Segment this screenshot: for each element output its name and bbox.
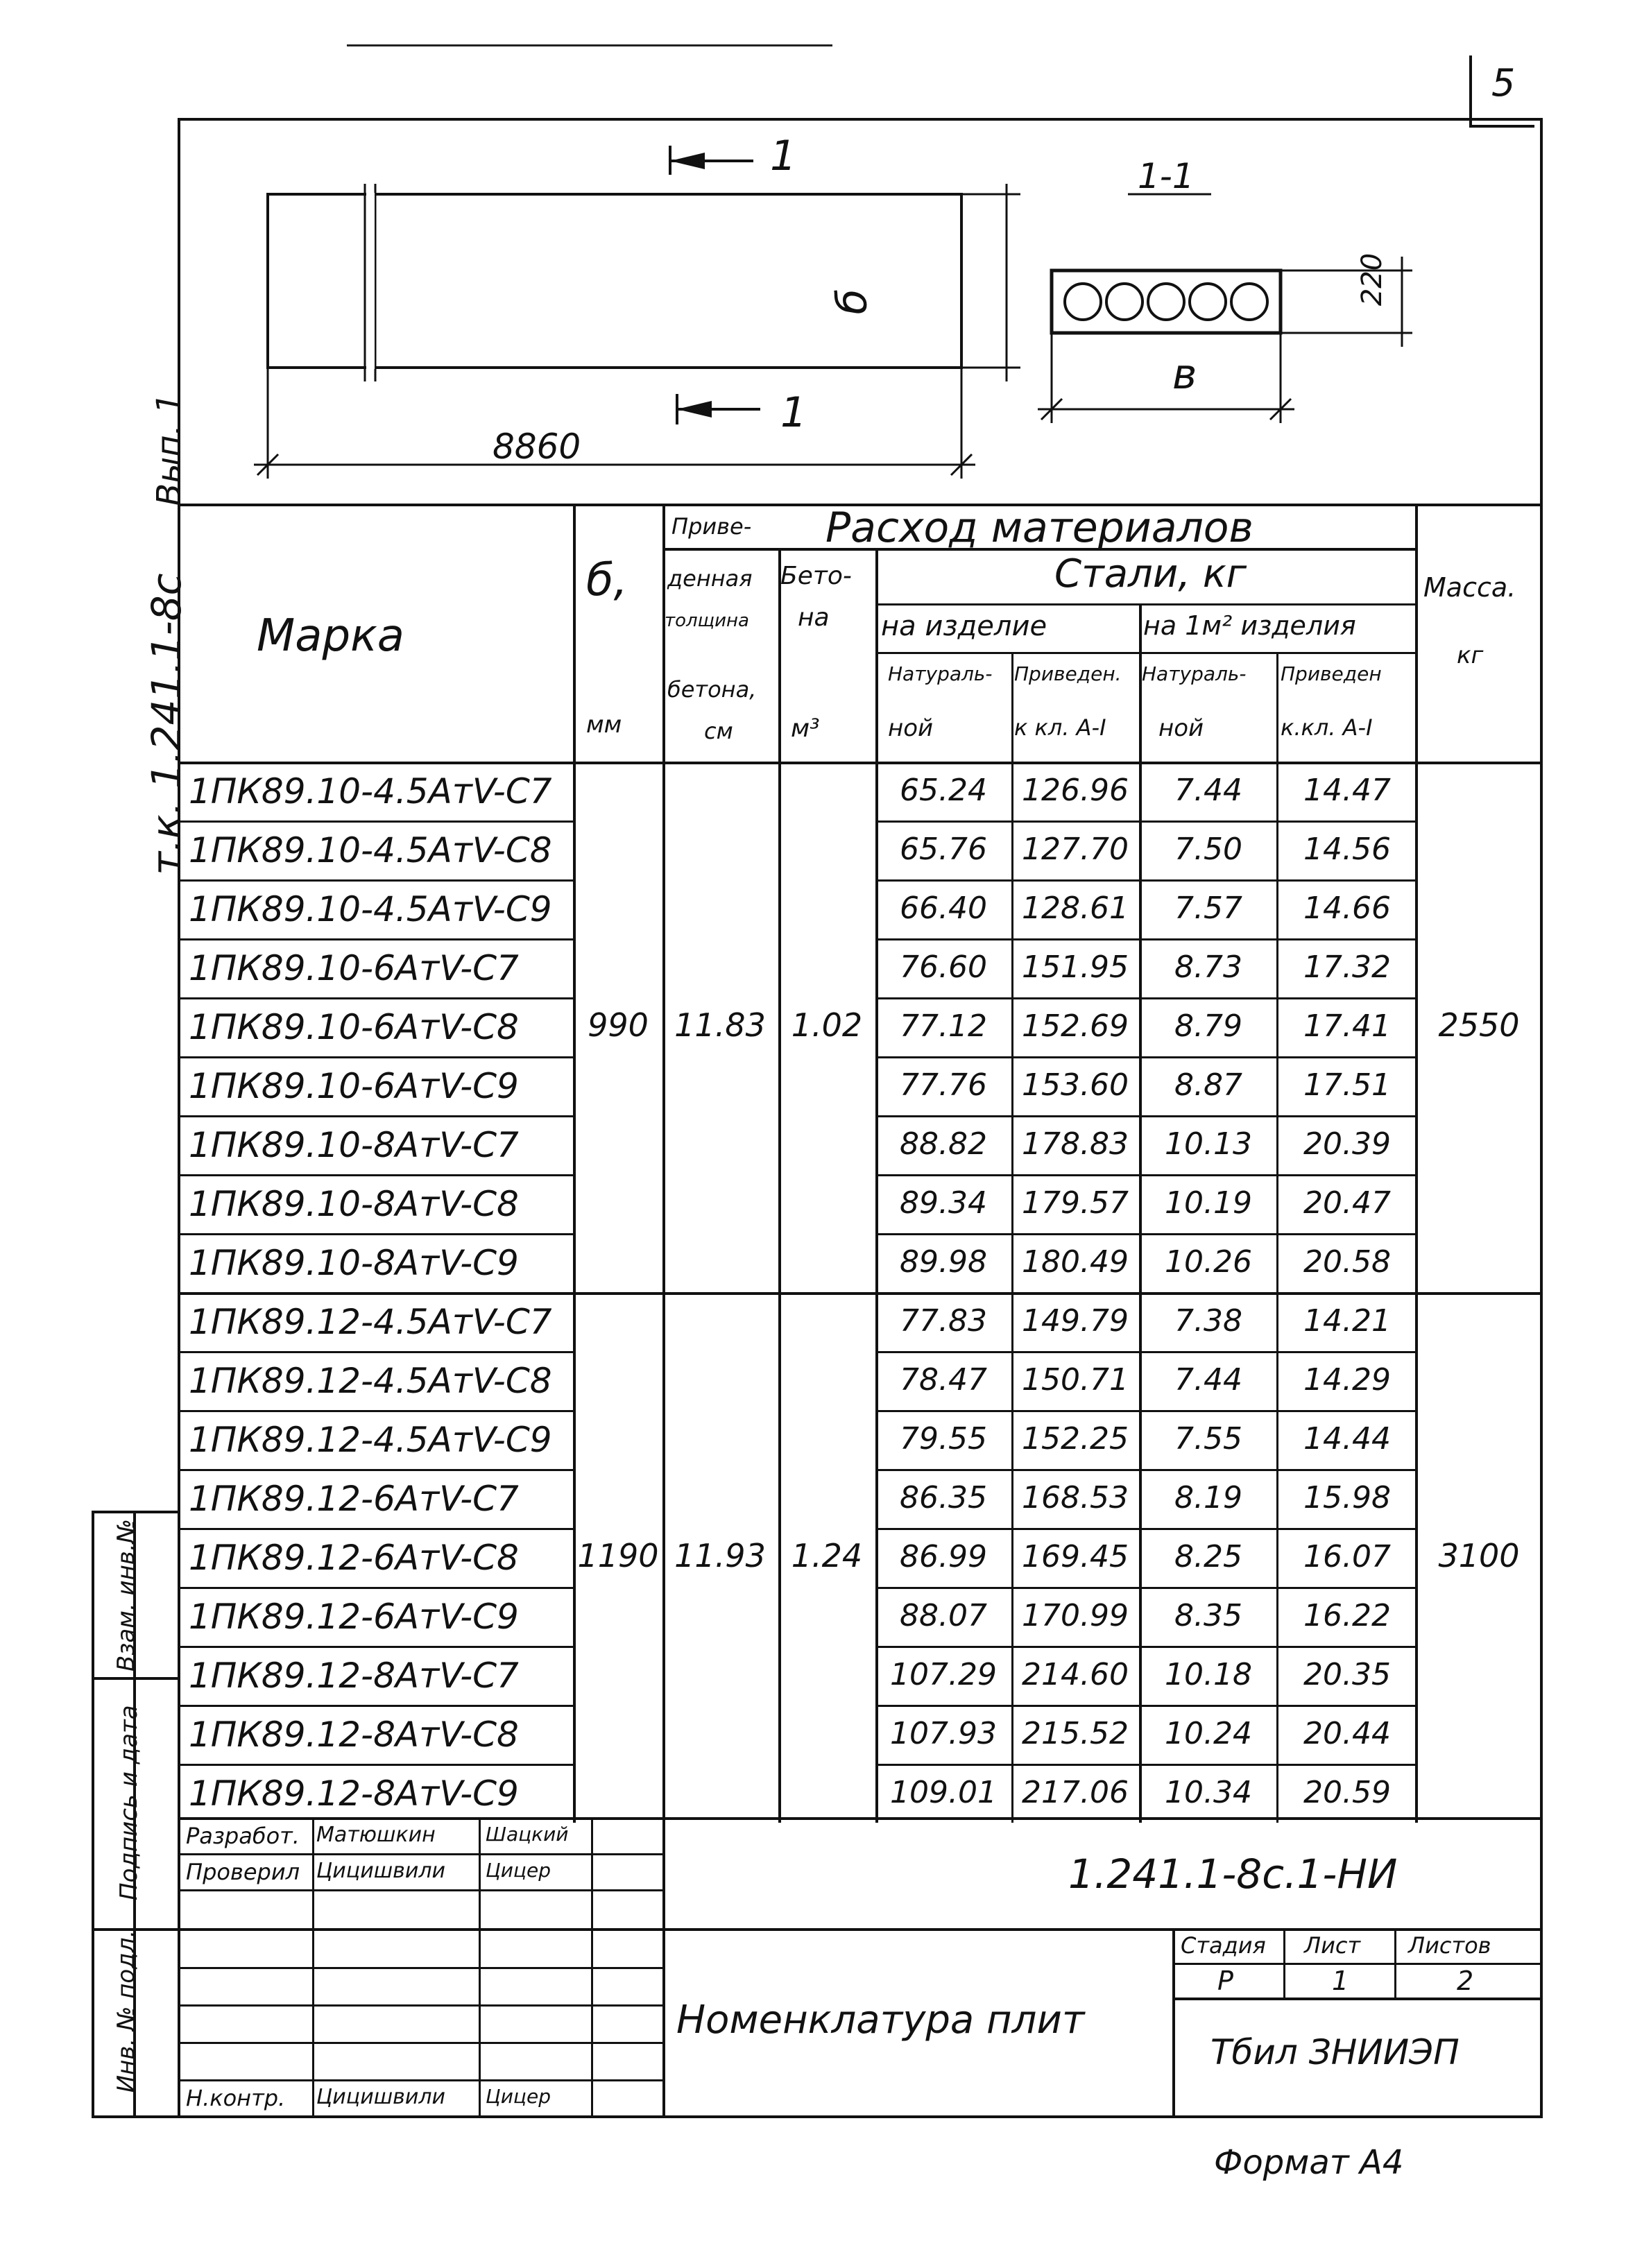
table-cell-natural-item: 79.55 [900, 1421, 987, 1457]
proveril-signature: Цицер [486, 1859, 551, 1882]
razrabotal-signature: Шацкий [486, 1823, 569, 1846]
table-row-marka: 1ПК89.10-8АтV-С9 [189, 1243, 519, 1283]
header-concrete-3: м³ [791, 714, 820, 743]
table-cell-prived-m2: 14.56 [1303, 832, 1391, 867]
table-cell-prived-m2: 20.35 [1303, 1657, 1391, 1692]
row-line-steel [875, 1705, 1415, 1707]
table-cell-prived-item: 128.61 [1022, 891, 1129, 926]
organization: Тбил ЗНИИЭП [1210, 2032, 1460, 2072]
group-b-value: 990 [588, 1006, 649, 1044]
row-line-steel [875, 938, 1415, 940]
table-row-marka: 1ПК89.10-6АтV-С7 [189, 948, 519, 988]
header-natural-1: Натураль- [888, 662, 993, 685]
table-cell-prived-item: 149.79 [1022, 1303, 1129, 1339]
table-row-marka: 1ПК89.12-4.5АтV-С8 [189, 1361, 552, 1401]
table-cell-natural-m2: 7.44 [1174, 1362, 1242, 1398]
table-cell-natural-item: 77.76 [900, 1067, 987, 1103]
row-line-steel [875, 1351, 1415, 1353]
table-cell-natural-item: 86.35 [900, 1480, 987, 1515]
table-cell-prived-item: 215.52 [1022, 1716, 1129, 1751]
razrabotal-label: Разработ. [186, 1823, 300, 1849]
row-line-marka [178, 997, 573, 999]
header-concrete-2: на [798, 603, 830, 632]
row-line-steel [875, 1174, 1415, 1176]
table-cell-prived-m2: 20.58 [1303, 1244, 1391, 1280]
nkontr-label: Н.контр. [186, 2085, 286, 2111]
row-line-steel [875, 1528, 1415, 1530]
tb-hline-left-3 [178, 1928, 663, 1931]
width-bottom-label: в [1172, 350, 1197, 399]
group-divider [178, 1292, 1543, 1295]
row-line-steel [875, 1410, 1415, 1412]
tb-stage-v2 [1283, 1928, 1285, 1998]
document-code: 1.241.1-8с.1-НИ [1068, 1850, 1398, 1898]
row-line-marka [178, 1469, 573, 1471]
table-cell-natural-m2: 7.44 [1174, 773, 1242, 808]
table-row-marka: 1ПК89.12-6АтV-С9 [189, 1597, 519, 1637]
sheet-number: 5 [1491, 61, 1516, 105]
row-line-marka [178, 1233, 573, 1235]
table-row-marka: 1ПК89.10-4.5АтV-С8 [189, 830, 552, 870]
row-line-marka [178, 1528, 573, 1530]
table-cell-natural-m2: 10.13 [1165, 1126, 1252, 1162]
table-cell-natural-item: 77.12 [900, 1008, 987, 1044]
table-cell-natural-m2: 10.24 [1165, 1716, 1252, 1751]
table-cell-prived-m2: 17.32 [1303, 950, 1391, 985]
table-cell-natural-m2: 7.55 [1174, 1421, 1242, 1457]
row-line-marka [178, 1351, 573, 1353]
tb-hline-left-2 [178, 1889, 663, 1891]
table-cell-prived-item: 180.49 [1022, 1244, 1129, 1280]
table-row-marka: 1ПК89.12-4.5АтV-С9 [189, 1420, 552, 1460]
group-thickness-value: 11.93 [674, 1536, 766, 1574]
table-cell-natural-m2: 7.57 [1174, 891, 1242, 926]
side-code-vyp: Вып. 1 [150, 393, 189, 506]
group-concrete-value: 1.02 [791, 1006, 863, 1044]
section-mark-top: 1 [770, 132, 797, 180]
table-cell-prived-m2: 14.21 [1303, 1303, 1391, 1339]
table-row-marka: 1ПК89.12-6АтV-С7 [189, 1479, 519, 1519]
side-code-text: т.к. 1.241.1-8с [143, 573, 190, 875]
header-thickness-3: толщина [665, 610, 749, 631]
tb-stage-v3 [1394, 1928, 1396, 1998]
table-row-marka: 1ПК89.12-8АтV-С7 [189, 1656, 519, 1696]
table-cell-natural-item: 86.99 [900, 1539, 987, 1574]
table-cell-prived-m2: 14.29 [1303, 1362, 1391, 1398]
header-natural-3: Натураль- [1142, 662, 1247, 685]
table-cell-prived-item: 150.71 [1022, 1362, 1129, 1398]
group-concrete-value: 1.24 [791, 1536, 863, 1574]
table-cell-prived-m2: 20.47 [1303, 1185, 1391, 1221]
table-cell-prived-item: 214.60 [1022, 1657, 1129, 1692]
length-dimension: 8860 [493, 427, 581, 467]
left-strip-inv: Инв. № подл. [112, 1930, 140, 2093]
header-prived-3: Приведен [1281, 662, 1382, 685]
group-mass-value: 2550 [1438, 1006, 1520, 1044]
header-thickness-2: денная [667, 565, 753, 592]
row-line-steel [875, 1646, 1415, 1648]
table-cell-natural-item: 66.40 [900, 891, 987, 926]
table-cell-natural-item: 89.34 [900, 1185, 987, 1221]
table-cell-prived-item: 169.45 [1022, 1539, 1129, 1574]
document-title: Номенклатура плит [676, 1998, 1085, 2043]
height-dimension: 220 [1356, 252, 1389, 307]
row-line-steel [875, 1056, 1415, 1058]
table-cell-natural-item: 78.47 [900, 1362, 987, 1398]
row-line-steel [875, 1233, 1415, 1235]
table-cell-natural-item: 109.01 [890, 1775, 997, 1810]
left-strip-vzam: Взам. инв.№ [112, 1518, 140, 1672]
table-row-marka: 1ПК89.10-6АтV-С9 [189, 1066, 519, 1106]
tb-hline-code [662, 1928, 1543, 1931]
group-mass-value: 3100 [1438, 1536, 1520, 1574]
table-cell-prived-m2: 14.66 [1303, 891, 1391, 926]
table-row-marka: 1ПК89.12-6АтV-С8 [189, 1538, 519, 1578]
header-prived-1: Приведен. [1014, 662, 1122, 685]
width-label: б [828, 289, 877, 315]
header-natural-4: ной [1158, 714, 1204, 742]
col-line-thickness [662, 504, 665, 1823]
proveril-label: Проверил [186, 1859, 300, 1885]
format-label: Формат А4 [1214, 2143, 1404, 2182]
row-line-marka [178, 1705, 573, 1707]
table-cell-natural-item: 65.24 [900, 773, 987, 808]
table-cell-prived-m2: 14.44 [1303, 1421, 1391, 1457]
razrabotal-name: Матюшкин [316, 1823, 436, 1847]
table-row-marka: 1ПК89.10-8АтV-С7 [189, 1125, 519, 1165]
table-cell-prived-m2: 15.98 [1303, 1480, 1391, 1515]
table-cell-natural-m2: 7.38 [1174, 1303, 1242, 1339]
row-line-marka [178, 1056, 573, 1058]
header-line-stali [875, 603, 1415, 605]
table-cell-prived-item: 151.95 [1022, 950, 1129, 985]
header-marka: Марка [257, 610, 404, 662]
list-value: 1 [1332, 1966, 1349, 1996]
table-cell-natural-m2: 10.34 [1165, 1775, 1252, 1810]
table-cell-natural-item: 107.93 [890, 1716, 997, 1751]
row-line-steel [875, 879, 1415, 882]
table-row-marka: 1ПК89.10-4.5АтV-С7 [189, 771, 552, 811]
table-cell-prived-item: 153.60 [1022, 1067, 1129, 1103]
row-line-marka [178, 1646, 573, 1648]
header-b-unit: мм [586, 711, 622, 739]
table-row-marka: 1ПК89.10-6АтV-С8 [189, 1007, 519, 1047]
header-steel: Стали, кг [1054, 551, 1247, 596]
table-cell-natural-item: 65.76 [900, 832, 987, 867]
header-thickness-5: см [704, 718, 733, 744]
list-label: Лист [1304, 1932, 1361, 1959]
table-cell-prived-item: 217.06 [1022, 1775, 1129, 1810]
row-line-marka [178, 1764, 573, 1766]
header-prived-4: к.кл. А-I [1281, 714, 1373, 741]
row-line-marka [178, 1587, 573, 1589]
group-b-value: 1190 [577, 1536, 659, 1574]
table-cell-natural-m2: 10.18 [1165, 1657, 1252, 1692]
table-row-marka: 1ПК89.12-8АтV-С8 [189, 1715, 519, 1755]
table-cell-prived-m2: 17.41 [1303, 1008, 1391, 1044]
tb-hline-left-5 [178, 2004, 663, 2007]
table-cell-natural-m2: 8.87 [1174, 1067, 1242, 1103]
row-line-marka [178, 1174, 573, 1176]
header-per-m2: на 1м² изделия [1143, 610, 1356, 641]
section-mark-bottom: 1 [780, 388, 807, 437]
table-cell-prived-item: 178.83 [1022, 1126, 1129, 1162]
table-cell-prived-m2: 14.47 [1303, 773, 1391, 808]
header-per-item: на изделие [881, 610, 1047, 642]
table-cell-prived-item: 126.96 [1022, 773, 1129, 808]
table-cell-prived-m2: 20.39 [1303, 1126, 1391, 1162]
row-line-marka [178, 821, 573, 823]
header-line-izdelie [875, 652, 1415, 654]
row-line-marka [178, 1115, 573, 1117]
stadiya-label: Стадия [1181, 1932, 1266, 1959]
tb-hline-left-4 [178, 1967, 663, 1969]
header-mass-2: кг [1457, 642, 1484, 669]
table-cell-natural-item: 88.07 [900, 1598, 987, 1633]
table-cell-natural-m2: 10.26 [1165, 1244, 1252, 1280]
col-line-mass [1415, 504, 1418, 1823]
table-cell-natural-m2: 8.79 [1174, 1008, 1242, 1044]
table-cell-natural-m2: 8.25 [1174, 1539, 1242, 1574]
header-raskhod: Расход материалов [825, 504, 1253, 552]
table-cell-natural-item: 76.60 [900, 950, 987, 985]
listov-label: Листов [1408, 1932, 1491, 1959]
table-row-marka: 1ПК89.10-8АтV-С8 [189, 1184, 519, 1224]
table-cell-natural-item: 107.29 [890, 1657, 997, 1692]
tb-hline-left-6 [178, 2042, 663, 2044]
table-cell-prived-m2: 20.44 [1303, 1716, 1391, 1751]
listov-value: 2 [1457, 1966, 1474, 1996]
tb-stage-h1 [1172, 1963, 1543, 1965]
tb-stage-vline [1172, 1928, 1175, 2118]
header-thickness-1: Приве- [671, 513, 752, 540]
col-line-concrete [778, 548, 781, 1823]
header-natural-2: ной [888, 714, 934, 742]
table-cell-natural-m2: 7.50 [1174, 832, 1242, 867]
table-cell-prived-item: 152.69 [1022, 1008, 1129, 1044]
group-thickness-value: 11.83 [674, 1006, 766, 1044]
header-concrete-1: Бето- [780, 562, 852, 590]
table-cell-prived-item: 127.70 [1022, 832, 1129, 867]
header-b: б, [586, 555, 628, 606]
section-title: 1-1 [1138, 156, 1195, 196]
table-row-marka: 1ПК89.10-4.5АтV-С9 [189, 889, 552, 929]
header-prived-2: к кл. А-I [1014, 714, 1106, 741]
row-line-marka [178, 938, 573, 940]
table-cell-prived-item: 168.53 [1022, 1480, 1129, 1515]
nkontr-signature: Цицер [486, 2085, 551, 2108]
table-cell-natural-m2: 8.35 [1174, 1598, 1242, 1633]
row-line-steel [875, 821, 1415, 823]
stadiya-value: Р [1217, 1966, 1233, 1996]
table-cell-prived-item: 152.25 [1022, 1421, 1129, 1457]
tb-hline-left-1 [178, 1853, 663, 1855]
header-mass-1: Масса. [1423, 572, 1516, 603]
row-line-steel [875, 997, 1415, 999]
nkontr-name: Цицишвили [316, 2085, 446, 2109]
table-cell-prived-m2: 20.59 [1303, 1775, 1391, 1810]
table-row-marka: 1ПК89.12-4.5АтV-С7 [189, 1302, 552, 1342]
col-line-b [573, 504, 576, 1823]
row-line-steel [875, 1115, 1415, 1117]
tb-hline-left-7 [178, 2079, 663, 2081]
row-line-marka [178, 1410, 573, 1412]
table-row-marka: 1ПК89.12-8АтV-С9 [189, 1773, 519, 1814]
tb-stage-h2 [1172, 1998, 1543, 2000]
table-cell-prived-item: 179.57 [1022, 1185, 1129, 1221]
header-thickness-4: бетона, [667, 676, 757, 703]
table-cell-prived-m2: 17.51 [1303, 1067, 1391, 1103]
table-cell-natural-item: 89.98 [900, 1244, 987, 1280]
row-line-steel [875, 1764, 1415, 1766]
row-line-steel [875, 1469, 1415, 1471]
proveril-name: Цицишвили [316, 1859, 446, 1883]
header-bottom-line [178, 762, 1543, 764]
table-cell-natural-item: 77.83 [900, 1303, 987, 1339]
table-cell-prived-item: 170.99 [1022, 1598, 1129, 1633]
table-cell-natural-item: 88.82 [900, 1126, 987, 1162]
table-cell-prived-m2: 16.07 [1303, 1539, 1391, 1574]
table-cell-prived-m2: 16.22 [1303, 1598, 1391, 1633]
left-strip-podpis: Подпись и дата [115, 1705, 143, 1900]
row-line-steel [875, 1587, 1415, 1589]
table-cell-natural-m2: 10.19 [1165, 1185, 1252, 1221]
row-line-marka [178, 879, 573, 882]
table-cell-natural-m2: 8.73 [1174, 950, 1242, 985]
table-cell-natural-m2: 8.19 [1174, 1480, 1242, 1515]
